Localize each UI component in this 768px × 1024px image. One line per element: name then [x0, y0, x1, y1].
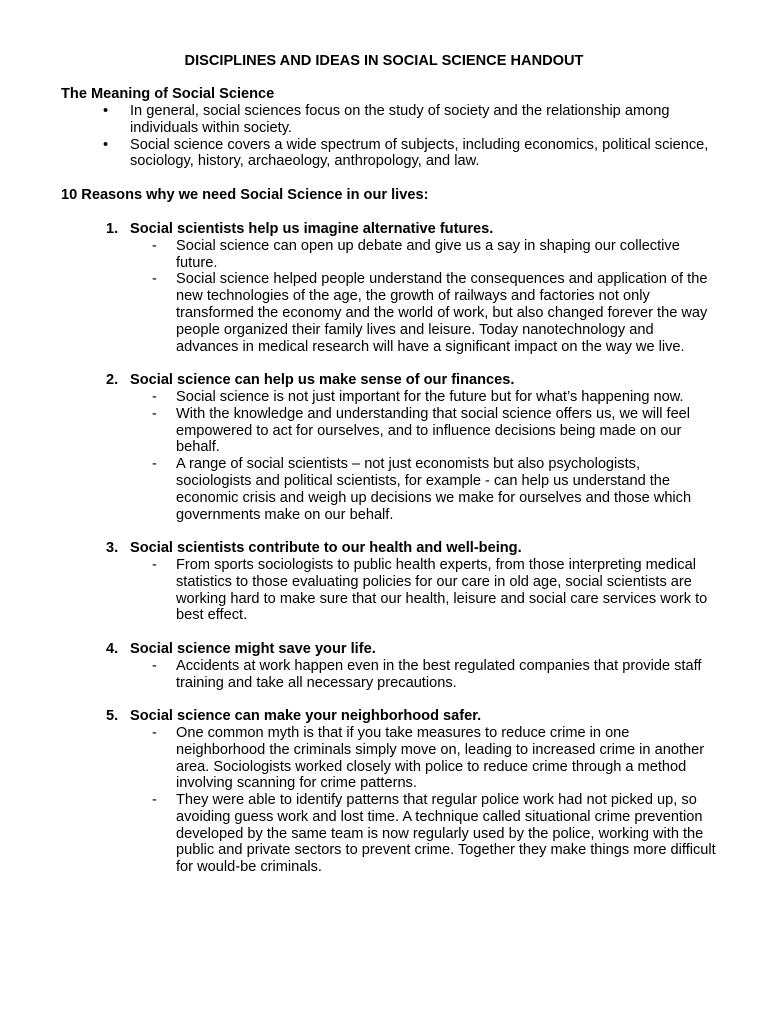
point-text: Accidents at work happen even in the best regulated companies that provide staff training and take all necessary precautions.: [176, 657, 702, 691]
reason-title-text: Social scientists contribute to our health and well-being.: [130, 540, 522, 557]
reason-title: [0, 372, 768, 389]
reason-points: [0, 658, 768, 692]
bullet-symbol: •: [103, 103, 109, 119]
reason-number: 4.: [106, 640, 119, 657]
dash-marker: -: [152, 405, 157, 422]
dash-marker: -: [152, 556, 157, 573]
reason-point: [0, 389, 768, 406]
point-text: With the knowledge and understanding that social science offers us, we will feel empowered to act for ourselves, and to influence decisions being made on our behalf.: [176, 405, 691, 456]
reason-title-text: Social scientists help us imagine alternative futures.: [130, 221, 494, 237]
dash-marker: -: [152, 456, 157, 473]
reason-point: [0, 557, 768, 624]
reason-number: 1.: [106, 221, 119, 237]
reason-item: [0, 221, 768, 355]
reasons-heading: 10 Reasons why we need Social Science in our lives:: [61, 187, 429, 203]
reason-number: 3.: [106, 540, 119, 557]
reason-item: [0, 540, 768, 624]
reasons-list: [0, 221, 768, 893]
bullet-text: Social science covers a wide spectrum of subjects, including economics, political science, sociology, history, archaeology, anthropology, and law.: [130, 136, 709, 170]
reason-point: [0, 658, 768, 692]
point-text: Social science is not just important for the future but for what’s happening now.: [176, 388, 684, 405]
reason-title-text: Social science can make your neighborhood safer.: [130, 708, 482, 725]
point-text: One common myth is that if you take measures to reduce crime in one neighborhood the criminals simply move on, leading to increased crime in another area. Sociologists worked closely with police to reduce crime through a method involving scanning for crime patterns.: [176, 724, 705, 792]
reason-points: [0, 238, 768, 356]
dash-marker: -: [152, 792, 157, 809]
reason-point: [0, 238, 768, 272]
reason-item: [0, 641, 768, 691]
reason-title: [0, 540, 768, 557]
reason-title-text: Social science can help us make sense of our finances.: [130, 372, 515, 389]
reason-number: 2.: [106, 372, 119, 389]
reason-item: [0, 372, 768, 523]
dash-marker: -: [152, 271, 157, 288]
meaning-bullet: [0, 103, 768, 137]
document-title: DISCIPLINES AND IDEAS IN SOCIAL SCIENCE HANDOUT: [184, 53, 584, 69]
dash-marker: -: [152, 388, 157, 405]
reason-point: [0, 792, 768, 876]
reason-item: [0, 708, 768, 876]
reason-title: [0, 708, 768, 725]
reason-title-text: Social science might save your life.: [130, 640, 376, 657]
point-text: From sports sociologists to public health experts, from those interpreting medical statistics to those evaluating policies for our care in old age, social scientists are working hard to make sure that our health, leisure and social care services work to best effect.: [176, 556, 708, 624]
point-text: Social science helped people understand the consequences and application of the new technologies of the age, the growth of railways and factories not only transformed the economy and the world of work, but also changed forever the way people organized their family lives and leisure. Today nanotechnology and advances in medical research will have a significant impact on the way we live.: [176, 271, 708, 355]
reason-points: [0, 389, 768, 523]
point-text: A range of social scientists – not just economists but also psychologists, sociologists and political scientists, for example - can help us understand the economic crisis and weigh up decisions we make for ourselves and those which governments make on our behalf.: [176, 456, 692, 523]
point-text: They were able to identify patterns that regular police work had not picked up, so avoiding guess work and lost time. A technique called situational crime prevention developed by the same team is now regularly used by the police, working with the public and private sectors to prevent crime. Together they make things more difficult for would-be criminals.: [176, 792, 716, 876]
reason-title: [0, 641, 768, 658]
dash-marker: -: [152, 724, 157, 741]
reason-point: [0, 406, 768, 456]
point-text: Social science can open up debate and give us a say in shaping our collective future.: [176, 237, 680, 271]
meaning-bullet-list: [0, 103, 768, 170]
reason-point: [0, 456, 768, 523]
reason-points: [0, 725, 768, 876]
dash-marker: -: [152, 237, 157, 254]
bullet-symbol: •: [103, 136, 109, 153]
reason-number: 5.: [106, 708, 119, 725]
bullet-text: In general, social sciences focus on the study of society and the relationship among individuals within society.: [130, 103, 670, 136]
reason-point: [0, 725, 768, 792]
reason-point: [0, 271, 768, 355]
meaning-heading: The Meaning of Social Science: [61, 86, 275, 102]
reason-points: [0, 557, 768, 624]
dash-marker: -: [152, 657, 157, 674]
meaning-bullet: [0, 137, 768, 171]
reason-title: [0, 221, 768, 238]
